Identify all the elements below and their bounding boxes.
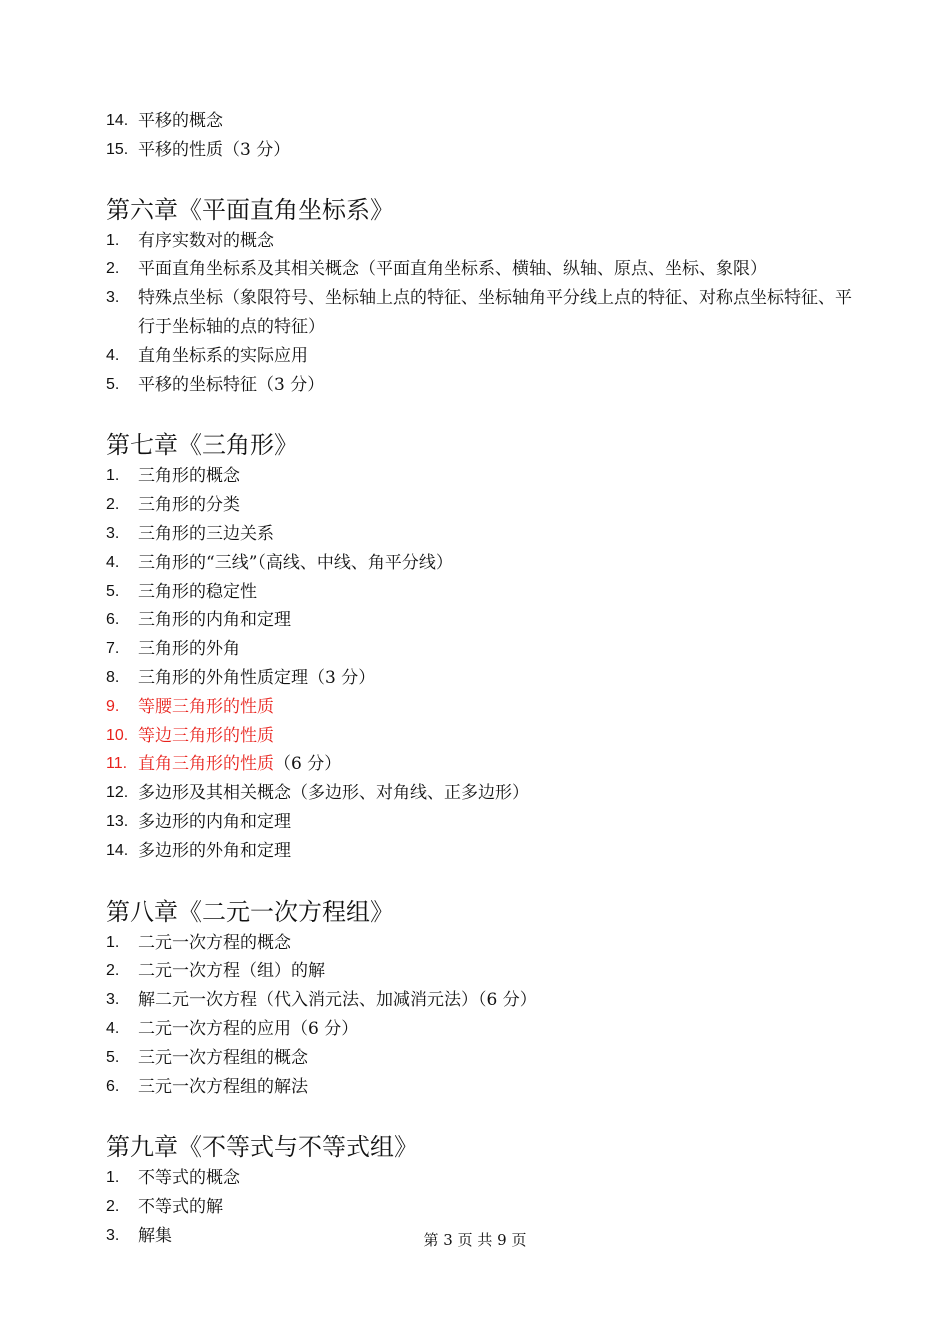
list-item — [106, 255, 856, 284]
list-item — [106, 342, 856, 371]
list-item — [106, 371, 856, 400]
top-list — [106, 107, 856, 165]
item-text: 解集 — [138, 1225, 172, 1246]
item-number: 1. — [106, 1169, 120, 1187]
item-text: 二元一次方程（组）的解 — [138, 961, 325, 982]
item-number: 4. — [106, 553, 120, 571]
item-text: 三元一次方程组的概念 — [138, 1047, 308, 1068]
list-item — [106, 986, 856, 1015]
list-item — [106, 284, 856, 342]
item-number: 3. — [106, 524, 120, 542]
list-item — [106, 1073, 856, 1102]
item-number: 8. — [106, 668, 120, 686]
item-text: 多边形及其相关概念（多边形、对角线、正多边形） — [138, 783, 529, 804]
chapter-7-list — [106, 462, 856, 865]
list-item-highlighted — [106, 750, 856, 779]
list-item — [106, 779, 856, 808]
item-number: 4. — [106, 346, 120, 364]
item-number: 6. — [106, 1077, 120, 1095]
item-text: 等腰三角形的性质 — [138, 696, 274, 717]
item-number: 1. — [106, 231, 120, 249]
list-item — [106, 107, 856, 136]
item-text: 三角形的外角 — [138, 639, 240, 660]
item-number: 12. — [106, 784, 129, 802]
item-text: 等边三角形的性质 — [138, 725, 274, 746]
item-number: 6. — [106, 611, 120, 629]
item-text: 平移的性质（3 分） — [138, 139, 291, 160]
page-footer: 第 3 页 共 9 页 — [423, 1231, 527, 1249]
list-item — [106, 462, 856, 491]
item-number: 15. — [106, 140, 129, 158]
item-number: 14. — [106, 841, 129, 859]
item-number: 10. — [106, 726, 129, 744]
item-number: 5. — [106, 582, 120, 600]
item-number: 2. — [106, 496, 120, 514]
list-item — [106, 1015, 856, 1044]
list-item — [106, 1193, 856, 1222]
item-text: 直角坐标系的实际应用 — [138, 345, 308, 366]
list-item — [106, 491, 856, 520]
item-text: 三角形的分类 — [138, 495, 240, 516]
list-item — [106, 808, 856, 837]
list-item — [106, 957, 856, 986]
chapter-8-title: 第八章《二元一次方程组》 — [106, 897, 394, 926]
item-text: 平移的坐标特征（3 分） — [138, 374, 325, 395]
item-number: 5. — [106, 1048, 120, 1066]
chapter-6-list — [106, 227, 856, 400]
item-text: 三角形的外角性质定理（3 分） — [138, 667, 376, 688]
item-number: 11. — [106, 755, 128, 773]
item-text: 多边形的外角和定理 — [138, 840, 291, 861]
item-number: 1. — [106, 467, 120, 485]
item-text: 平面直角坐标系及其相关概念（平面直角坐标系、横轴、纵轴、原点、坐标、象限） — [138, 259, 767, 280]
item-text: 解二元一次方程（代入消元法、加减消元法）（6 分） — [138, 990, 537, 1011]
item-text: 三角形的“三线”（高线、中线、角平分线） — [138, 552, 453, 573]
item-number: 7. — [106, 640, 120, 658]
chapter-6-title: 第六章《平面直角坐标系》 — [106, 195, 394, 224]
item-text: 三元一次方程组的解法 — [138, 1076, 308, 1097]
item-number: 4. — [106, 1019, 120, 1037]
list-item-highlighted — [106, 722, 856, 751]
item-text: 特殊点坐标（象限符号、坐标轴上点的特征、坐标轴角平分线上点的特征、对称点坐标特征、平行于坐标轴的点的特征） — [138, 288, 852, 337]
item-number: 5. — [106, 375, 120, 393]
item-score: （6 分） — [274, 754, 342, 775]
list-item — [106, 578, 856, 607]
list-item — [106, 136, 856, 165]
list-item — [106, 549, 856, 578]
item-number: 2. — [106, 260, 120, 278]
list-item — [106, 1044, 856, 1073]
item-text: 三角形的稳定性 — [138, 581, 257, 602]
list-item — [106, 520, 856, 549]
list-item — [106, 664, 856, 693]
item-number: 3. — [106, 991, 120, 1009]
list-item — [106, 635, 856, 664]
item-number: 2. — [106, 962, 120, 980]
item-text: 多边形的内角和定理 — [138, 811, 291, 832]
list-item — [106, 1164, 856, 1193]
document-content — [106, 107, 856, 1251]
item-text: 二元一次方程的应用（6 分） — [138, 1018, 359, 1039]
chapter-9-title: 第九章《不等式与不等式组》 — [106, 1133, 418, 1162]
item-text: 不等式的解 — [138, 1197, 223, 1218]
item-text: 三角形的三边关系 — [138, 523, 274, 544]
list-item-highlighted — [106, 693, 856, 722]
list-item — [106, 606, 856, 635]
list-item — [106, 929, 856, 958]
item-number: 14. — [106, 112, 129, 129]
list-item — [106, 227, 856, 256]
item-text: 三角形的内角和定理 — [138, 610, 291, 631]
item-number: 1. — [106, 933, 120, 951]
item-text: 有序实数对的概念 — [138, 230, 274, 251]
item-text: 不等式的概念 — [138, 1168, 240, 1189]
item-number: 3. — [106, 289, 120, 307]
chapter-8-list — [106, 929, 856, 1102]
item-number: 13. — [106, 812, 129, 830]
item-text: 三角形的概念 — [138, 466, 240, 487]
chapter-7-title: 第七章《三角形》 — [106, 431, 298, 460]
item-number: 3. — [106, 1226, 120, 1244]
item-number: 9. — [106, 697, 120, 715]
item-text: 二元一次方程的概念 — [138, 932, 291, 953]
item-text: 平移的概念 — [138, 111, 223, 131]
item-number: 2. — [106, 1198, 120, 1216]
item-text: 直角三角形的性质 — [138, 754, 274, 775]
list-item — [106, 837, 856, 866]
